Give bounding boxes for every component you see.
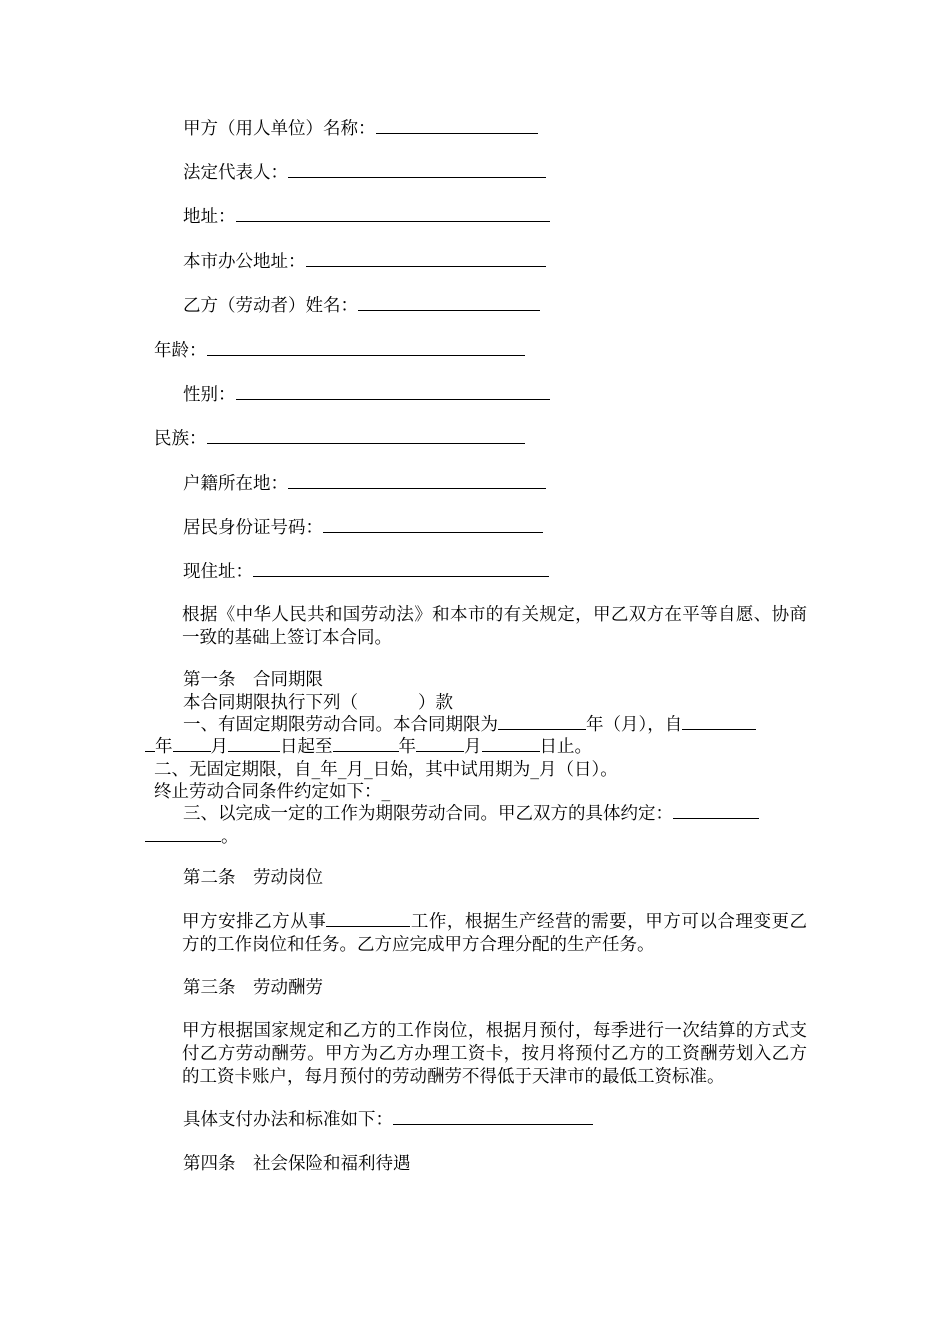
ethnicity-blank[interactable] bbox=[207, 428, 525, 444]
address-row bbox=[183, 206, 550, 228]
party-b-name-row bbox=[183, 295, 540, 317]
article2-paragraph bbox=[145, 911, 807, 957]
party-a-name-blank[interactable] bbox=[376, 118, 538, 134]
household-row bbox=[183, 473, 546, 495]
item1-end-year-blank[interactable] bbox=[333, 736, 399, 752]
item1-end-day-blank[interactable] bbox=[482, 736, 540, 752]
party-b-name-blank[interactable] bbox=[358, 295, 540, 311]
current-address-blank[interactable] bbox=[253, 561, 549, 577]
item1-start-year-blank-cont[interactable] bbox=[145, 736, 155, 752]
item1-year2: 年 bbox=[398, 737, 416, 757]
article2-text-a: 甲方安排乙方从事 bbox=[182, 912, 327, 932]
article1-item2-terms: 终止劳动合同条件约定如下：_ bbox=[154, 782, 391, 802]
article1-item1-line1 bbox=[183, 714, 756, 736]
item1-month2: 月 bbox=[464, 737, 482, 757]
article4-title: 第四条 社会保险和福利待遇 bbox=[183, 1154, 411, 1174]
article1-item1-line2 bbox=[145, 736, 592, 758]
address-label: 地址： bbox=[183, 207, 236, 227]
article1-item2: 二、无固定期限，自_年_月_日始，其中试用期为_月（日）。 bbox=[154, 760, 618, 780]
item1-text-b: 年（月），自 bbox=[586, 715, 683, 735]
id-number-row bbox=[183, 517, 543, 539]
legal-rep-label: 法定代表人： bbox=[183, 163, 288, 183]
id-number-label: 居民身份证号码： bbox=[183, 518, 323, 538]
party-b-name-label: 乙方（劳动者）姓名： bbox=[183, 296, 358, 316]
article3-title: 第三条 劳动酬劳 bbox=[183, 978, 323, 998]
gender-label: 性别： bbox=[183, 385, 236, 405]
item3-end: 。 bbox=[221, 827, 239, 847]
article1-select-a: 本合同期限执行下列（ bbox=[183, 693, 358, 713]
article2-title: 第二条 劳动岗位 bbox=[183, 868, 323, 888]
party-a-name-label: 甲方（用人单位）名称： bbox=[183, 119, 376, 139]
item1-start-day-blank[interactable] bbox=[228, 736, 280, 752]
article2-text-b: 工作，根据生产经营的需要，甲方可以合理变更乙方的工作岗位和任务。乙方应完成甲方合理分配的生产任务。 bbox=[182, 912, 808, 955]
current-address-row bbox=[183, 561, 549, 583]
ethnicity-label: 民族： bbox=[154, 429, 207, 449]
intro-text: 根据《中华人民共和国劳动法》和本市的有关规定，甲乙双方在平等自愿、协商一致的基础上签订本合同。 bbox=[182, 605, 807, 648]
item1-month: 月 bbox=[210, 737, 228, 757]
local-office-blank[interactable] bbox=[306, 251, 546, 267]
article3-text: 甲方根据国家规定和乙方的工作岗位，根据月预付，每季进行一次结算的方式支付乙方劳动酬劳。甲方为乙方办理工资卡，按月将预付乙方的工资酬劳划入乙方的工资卡账户，每月预付的劳动酬劳不得低于天津市的最低工资标准。 bbox=[182, 1021, 807, 1087]
party-a-name-row bbox=[183, 118, 538, 140]
household-blank[interactable] bbox=[288, 473, 546, 489]
article3-paragraph bbox=[145, 1020, 807, 1089]
age-blank[interactable] bbox=[207, 340, 525, 356]
article1-select-b: ）款 bbox=[418, 693, 453, 713]
item1-start-year-blank[interactable] bbox=[682, 714, 756, 730]
local-office-row bbox=[183, 251, 546, 273]
article3-payment-label: 具体支付办法和标准如下： bbox=[183, 1110, 393, 1130]
item3-agreement-blank-cont[interactable] bbox=[145, 826, 221, 842]
article1-item3-line2 bbox=[145, 826, 239, 848]
gender-row bbox=[183, 384, 550, 406]
article1-title: 第一条 合同期限 bbox=[183, 670, 323, 690]
article1-select-row bbox=[183, 692, 453, 714]
article1-item3-line1 bbox=[183, 803, 759, 825]
item1-end-month-blank[interactable] bbox=[416, 736, 464, 752]
item1-end: 日止。 bbox=[539, 737, 592, 757]
age-label: 年龄： bbox=[154, 341, 207, 361]
item1-term-blank[interactable] bbox=[498, 714, 586, 730]
current-address-label: 现住址： bbox=[183, 562, 253, 582]
local-office-label: 本市办公地址： bbox=[183, 252, 306, 272]
address-blank[interactable] bbox=[236, 206, 550, 222]
item3-agreement-blank[interactable] bbox=[673, 803, 759, 819]
gender-blank[interactable] bbox=[236, 384, 550, 400]
item1-text-a: 一、有固定期限劳动合同。本合同期限为 bbox=[183, 715, 498, 735]
payment-method-blank[interactable] bbox=[393, 1109, 593, 1125]
legal-rep-blank[interactable] bbox=[288, 162, 546, 178]
item1-from: 日起至 bbox=[280, 737, 333, 757]
article2-job-blank[interactable] bbox=[326, 911, 410, 927]
ethnicity-row bbox=[154, 428, 525, 450]
item3-text-a: 三、以完成一定的工作为期限劳动合同。甲乙双方的具体约定： bbox=[183, 804, 673, 824]
age-row bbox=[154, 340, 525, 362]
item1-start-month-blank[interactable] bbox=[173, 736, 211, 752]
legal-rep-row bbox=[183, 162, 546, 184]
intro-paragraph bbox=[145, 604, 807, 650]
id-number-blank[interactable] bbox=[323, 517, 543, 533]
article3-payment-row bbox=[183, 1109, 593, 1131]
item1-year: 年 bbox=[155, 737, 173, 757]
household-label: 户籍所在地： bbox=[183, 474, 288, 494]
